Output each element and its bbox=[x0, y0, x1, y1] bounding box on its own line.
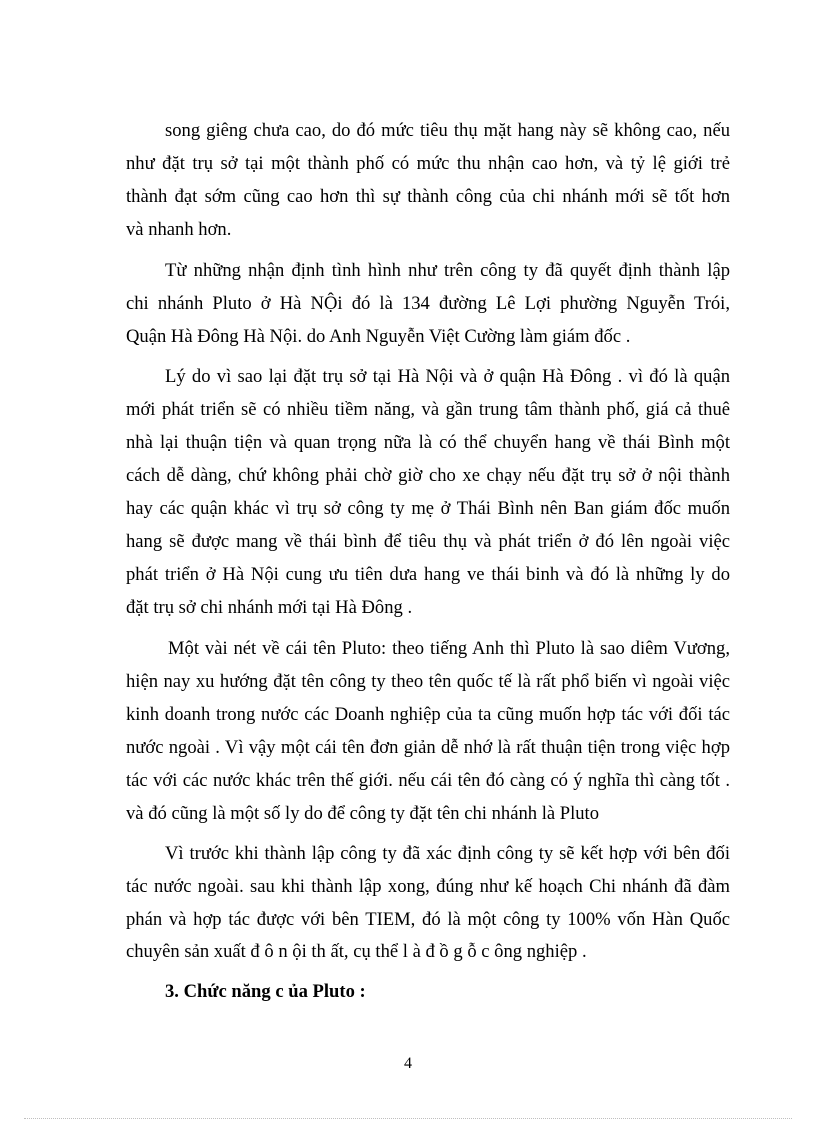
paragraph-5-line-1: Vì trước khi thành lập công ty đã xác định công ty sẽ kết hợp với bên đối bbox=[165, 843, 730, 864]
section-heading: 3. Chức năng c ủa Pluto : bbox=[165, 981, 366, 1002]
paragraph-3-line-4: cách dễ dàng, chứ không phải chờ giờ cho xe chạy nếu đặt trụ sở ở nội thành bbox=[126, 465, 730, 486]
paragraph-3-line-2: mới phát triển sẽ có nhiều tiềm năng, và gần trung tâm thành phố, giá cả thuê bbox=[126, 399, 730, 420]
paragraph-3-line-6: hang sẽ được mang về thái bình để tiêu thụ và phát triển ở đó lên ngoài việc bbox=[126, 531, 730, 552]
paragraph-3-line-5: hay các quận khác vì trụ sở công ty mẹ ở Thái Bình nên Ban giám đốc muốn bbox=[126, 498, 730, 519]
paragraph-4-line-3: kinh doanh trong nước các Doanh nghiệp của ta cũng muốn hợp tác với đối tác bbox=[126, 704, 730, 725]
paragraph-4-line-5: tác với các nước khác trên thế giới. nếu cái tên đó càng có ý nghĩa thì càng tốt . bbox=[126, 770, 730, 791]
paragraph-1-line-2: như đặt trụ sở tại một thành phố có mức thu nhận cao hơn, và tỷ lệ giới trẻ bbox=[126, 153, 730, 174]
paragraph-1-line-4: và nhanh hơn. bbox=[126, 219, 232, 240]
paragraph-4-line-4: nước ngoài . Vì vậy một cái tên đơn giản dễ nhớ là rất thuận tiện trong việc hợp bbox=[126, 737, 730, 758]
paragraph-5-line-3: phán và hợp tác được với bên TIEM, đó là một công ty 100% vốn Hàn Quốc bbox=[126, 909, 730, 930]
page-number: 4 bbox=[404, 1055, 412, 1072]
paragraph-2-line-2: chi nhánh Pluto ở Hà NỘi đó là 134 đường Lê Lợi phường Nguyễn Trói, bbox=[126, 293, 730, 314]
footer-divider bbox=[24, 1118, 792, 1119]
paragraph-3-line-7: phát triển ở Hà Nội cung ưu tiên dưa hang ve thái binh và đó là những ly do bbox=[126, 564, 730, 585]
paragraph-4-line-2: hiện nay xu hướng đặt tên công ty theo tên quốc tế là rất phổ biến vì ngoài việc bbox=[126, 671, 730, 692]
paragraph-5-line-4: chuyên sản xuất đ ô n ội th ất, cụ thể l à đ ồ g ỗ c ông nghiệp . bbox=[126, 941, 587, 962]
paragraph-3-line-3: nhà lại thuận tiện và quan trọng nữa là có thể chuyển hang về thái Bình một bbox=[126, 432, 730, 453]
paragraph-2-line-1: Từ những nhận định tình hình như trên công ty đã quyết định thành lập bbox=[165, 260, 730, 281]
paragraph-2-line-3: Quận Hà Đông Hà Nội. do Anh Nguyễn Việt Cường làm giám đốc . bbox=[126, 326, 631, 347]
paragraph-4-line-1: Một vài nét về cái tên Pluto: theo tiếng Anh thì Pluto là sao diêm Vương, bbox=[168, 638, 730, 659]
paragraph-1-line-3: thành đạt sớm cũng cao hơn thì sự thành công của chi nhánh mới sẽ tốt hơn bbox=[126, 186, 730, 207]
paragraph-4-line-6: và đó cũng là một số ly do để công ty đặt tên chi nhánh là Pluto bbox=[126, 803, 600, 824]
paragraph-3-line-8: đặt trụ sở chi nhánh mới tại Hà Đông . bbox=[126, 597, 413, 618]
paragraph-1-line-1: song giêng chưa cao, do đó mức tiêu thụ mặt hang này sẽ không cao, nếu bbox=[165, 120, 730, 141]
paragraph-3-line-1: Lý do vì sao lại đặt trụ sở tại Hà Nội và ở quận Hà Đông . vì đó là quận bbox=[165, 366, 730, 387]
paragraph-5-line-2: tác nước ngoài. sau khi thành lập xong, đúng như kế hoạch Chi nhánh đã đàm bbox=[126, 876, 730, 897]
